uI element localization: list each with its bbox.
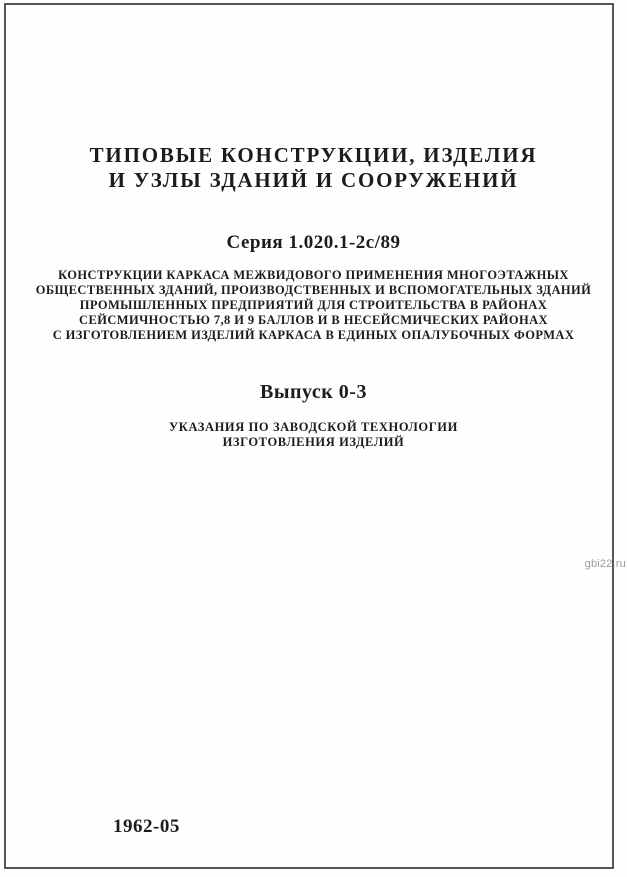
subtitle-line-2: ИЗГОТОВЛЕНИЯ ИЗДЕЛИЙ — [222, 435, 405, 449]
document-number: 1962-05 — [113, 816, 180, 837]
series-label: Серия 1.020.1-2с/89 — [226, 232, 401, 253]
description-line: ПРОМЫШЛЕННЫХ ПРЕДПРИЯТИЙ ДЛЯ СТРОИТЕЛЬСТВА В РАЙОНАХ — [79, 298, 548, 312]
page-title — [0, 143, 627, 193]
page-title-line-2: И УЗЛЫ ЗДАНИЙ И СООРУЖЕНИЙ — [108, 168, 519, 192]
document-description — [0, 268, 627, 343]
description-line: СЕЙСМИЧНОСТЬЮ 7,8 И 9 БАЛЛОВ И В НЕСЕЙСМИЧЕСКИХ РАЙОНАХ — [79, 313, 548, 327]
document-subtitle — [0, 420, 627, 450]
description-line: КОНСТРУКЦИИ КАРКАСА МЕЖВИДОВОГО ПРИМЕНЕНИЯ МНОГОЭТАЖНЫХ — [58, 268, 569, 282]
issue-label: Выпуск 0-3 — [260, 381, 367, 403]
description-line: С ИЗГОТОВЛЕНИЕМ ИЗДЕЛИЙ КАРКАСА В ЕДИНЫХ ОПАЛУБОЧНЫХ ФОРМАХ — [52, 328, 575, 342]
description-line: ОБЩЕСТВЕННЫХ ЗДАНИЙ, ПРОИЗВОДСТВЕННЫХ И ВСПОМОГАТЕЛЬНЫХ ЗДАНИЙ — [35, 283, 592, 297]
page-title-line-1: ТИПОВЫЕ КОНСТРУКЦИИ, ИЗДЕЛИЯ — [89, 143, 538, 167]
subtitle-line-1: УКАЗАНИЯ ПО ЗАВОДСКОЙ ТЕХНОЛОГИИ — [169, 420, 458, 434]
watermark-text: gbi22.ru — [584, 558, 626, 570]
